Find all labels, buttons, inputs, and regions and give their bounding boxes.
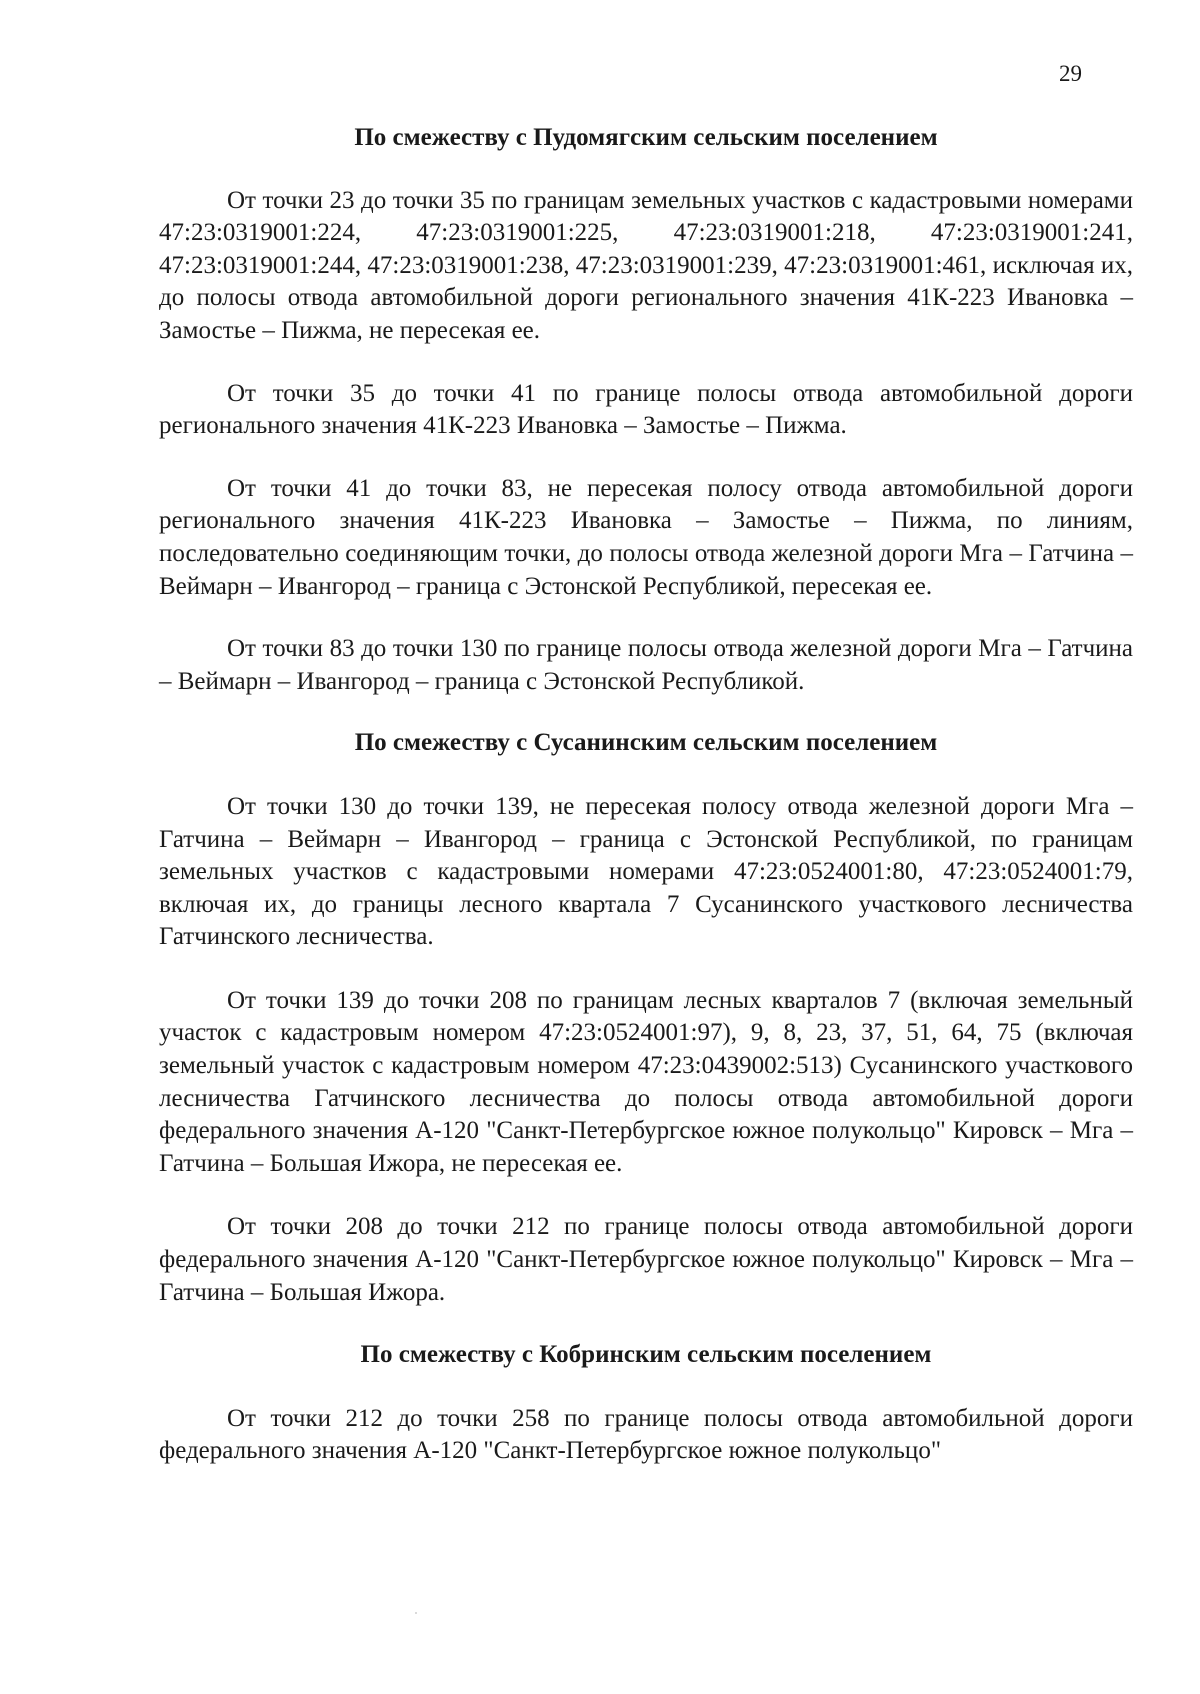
page-number: 29 [1059, 61, 1082, 86]
paragraph-points-208-212: От точки 208 до точки 212 по границе полосы отвода автомобильной дороги федерального значения А-120 "Санкт-Петербургское южное полукольцо" Кировск – Мга – Гатчина – Большая Ижора. [159, 1213, 1133, 1306]
section-heading-susanino: По смежеству с Сусанинским сельским поселением [354, 729, 938, 757]
paragraph-points-23-35: От точки 23 до точки 35 по границам земельных участков с кадастровыми номерами 47:23:0319001:224, 47:23:0319001:225, 47:23:0319001:218, 47:23:0319001:241, 47:23:0319001:244, 47:23:0319001:238, 47:23:0319001:239, 47:23:0319001:461, исключая их, до полосы отвода автомобильной дороги регионального значения 41К-223 Ивановка – Замостье – Пижма, не пересекая ее. [159, 186, 1133, 344]
section-heading-kobrinskoe: По смежеству с Кобринским сельским поселением [360, 1341, 932, 1369]
paragraph-points-41-83: От точки 41 до точки 83, не пересекая полосу отвода автомобильной дороги регионального значения 41К-223 Ивановка – Замостье – Пижма, по линиям, последовательно соединяющим точки, до полосы отвода железной дороги Мга – Гатчина – Веймарн – Ивангород – граница с Эстонской Республикой, пересекая ее. [159, 474, 1133, 600]
document-body [159, 122, 1133, 1468]
paragraph-points-212-258: От точки 212 до точки 258 по границе полосы отвода автомобильной дороги федерального значения А-120 "Санкт-Петербургское южное полукольцо" [159, 1404, 1133, 1465]
scan-speck [415, 1612, 417, 1614]
paragraph-points-130-139: От точки 130 до точки 139, не пересекая полосу отвода железной дороги Мга – Гатчина – Веймарн – Ивангород – граница с Эстонской Республикой, по границам земельных участков с кадастровыми номерами 47:23:0524001:80, 47:23:0524001:79, включая их, до границы лесного квартала 7 Сусанинского участкового лесничества Гатчинского лесничества. [159, 792, 1133, 951]
paragraph-points-139-208: От точки 139 до точки 208 по границам лесных кварталов 7 (включая земельный участок с кадастровым номером 47:23:0524001:97), 9, 8, 23, 37, 51, 64, 75 (включая земельный участок с кадастровым номером 47:23:0439002:513) Сусанинского участкового лесничества Гатчинского лесничества до полосы отвода автомобильной дороги федерального значения А-120 "Санкт-Петербургское южное полукольцо" Кировск – Мга – Гатчина – Большая Ижора, не пересекая ее. [159, 986, 1133, 1177]
paragraph-points-35-41: От точки 35 до точки 41 по границе полосы отвода автомобильной дороги регионального значения 41К-223 Ивановка – Замостье – Пижма. [159, 379, 1133, 440]
section-heading-pudomyagi: По смежеству с Пудомягским сельским поселением [354, 124, 938, 151]
paragraph-points-83-130: От точки 83 до точки 130 по границе полосы отвода железной дороги Мга – Гатчина – Веймарн – Ивангород – граница с Эстонской Республикой. [159, 635, 1133, 695]
